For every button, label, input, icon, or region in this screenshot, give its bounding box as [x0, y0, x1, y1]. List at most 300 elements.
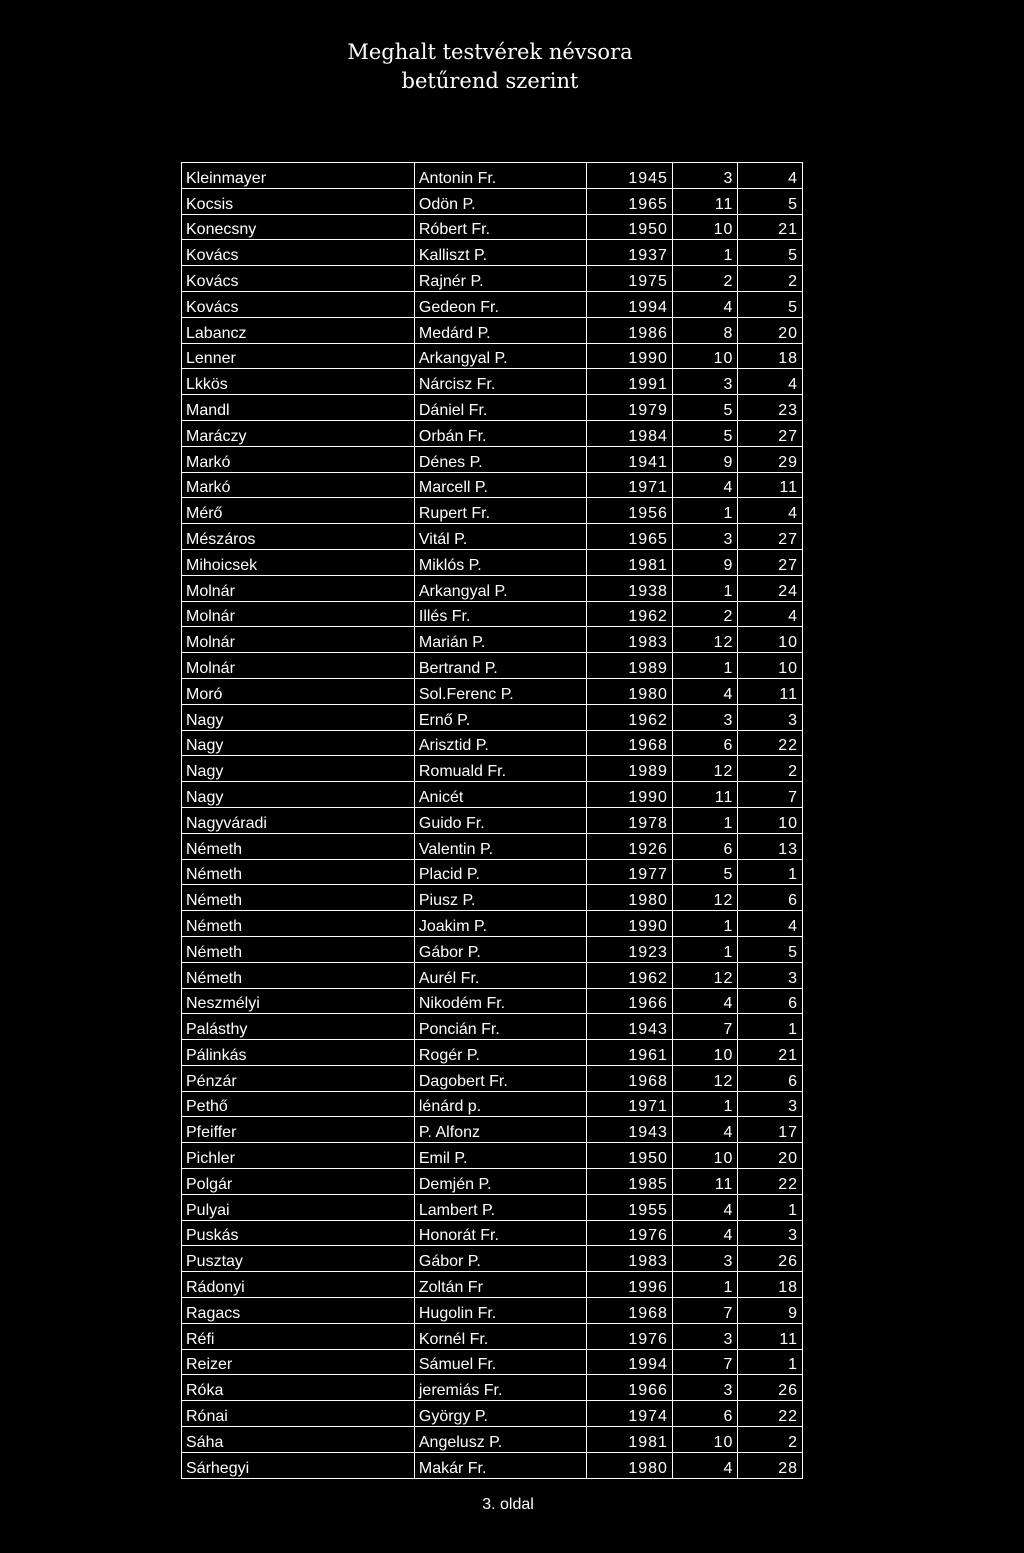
death-day-cell: 20: [738, 317, 803, 343]
given-name-cell: Dénes P.: [414, 446, 586, 472]
death-month-cell: 3: [672, 1323, 738, 1349]
death-day-cell: 10: [738, 653, 803, 679]
death-month-cell: 3: [672, 163, 738, 189]
family-name-cell: Ragacs: [182, 1298, 415, 1324]
death-day-cell: 1: [738, 1014, 803, 1040]
table-row: [182, 1091, 803, 1117]
family-name-cell: Réfi: [182, 1323, 415, 1349]
given-name-cell: Antonin Fr.: [414, 163, 586, 189]
family-name-cell: Kovács: [182, 240, 415, 266]
death-year-cell: 1996: [587, 1272, 673, 1298]
death-year-cell: 1962: [587, 601, 673, 627]
given-name-cell: Odön P.: [414, 188, 586, 214]
family-name-cell: Nagy: [182, 730, 415, 756]
family-name-cell: Sáha: [182, 1427, 415, 1453]
death-year-cell: 1968: [587, 1298, 673, 1324]
death-year-cell: 1962: [587, 962, 673, 988]
table-row: [182, 317, 803, 343]
death-year-cell: 1971: [587, 472, 673, 498]
given-name-cell: Romuald Fr.: [414, 756, 586, 782]
given-name-cell: Dániel Fr.: [414, 395, 586, 421]
death-month-cell: 3: [672, 1246, 738, 1272]
death-year-cell: 1943: [587, 1014, 673, 1040]
family-name-cell: Németh: [182, 911, 415, 937]
death-month-cell: 6: [672, 1401, 738, 1427]
given-name-cell: Gábor P.: [414, 1246, 586, 1272]
death-month-cell: 9: [672, 549, 738, 575]
death-day-cell: 4: [738, 498, 803, 524]
given-name-cell: György P.: [414, 1401, 586, 1427]
table-row: [182, 704, 803, 730]
table-row: [182, 472, 803, 498]
given-name-cell: Nikodém Fr.: [414, 988, 586, 1014]
death-day-cell: 3: [738, 962, 803, 988]
death-month-cell: 4: [672, 1117, 738, 1143]
family-name-cell: Pálinkás: [182, 1040, 415, 1066]
table-row: [182, 1452, 803, 1478]
death-day-cell: 11: [738, 472, 803, 498]
death-year-cell: 1962: [587, 704, 673, 730]
family-name-cell: Lkkös: [182, 369, 415, 395]
death-month-cell: 4: [672, 678, 738, 704]
death-day-cell: 3: [738, 1220, 803, 1246]
given-name-cell: Bertrand P.: [414, 653, 586, 679]
death-year-cell: 1983: [587, 627, 673, 653]
table-row: [182, 498, 803, 524]
table-row: [182, 962, 803, 988]
death-month-cell: 8: [672, 317, 738, 343]
death-day-cell: 4: [738, 601, 803, 627]
death-year-cell: 1994: [587, 1349, 673, 1375]
family-name-cell: Németh: [182, 859, 415, 885]
death-year-cell: 1965: [587, 188, 673, 214]
death-month-cell: 1: [672, 807, 738, 833]
table-row: [182, 1375, 803, 1401]
given-name-cell: Illés Fr.: [414, 601, 586, 627]
title-line-2: betűrend szerint: [401, 69, 579, 93]
given-name-cell: Róbert Fr.: [414, 214, 586, 240]
given-name-cell: Dagobert Fr.: [414, 1065, 586, 1091]
given-name-cell: Ernő P.: [414, 704, 586, 730]
death-month-cell: 10: [672, 343, 738, 369]
death-day-cell: 27: [738, 549, 803, 575]
given-name-cell: Rupert Fr.: [414, 498, 586, 524]
table-row: [182, 369, 803, 395]
death-day-cell: 7: [738, 782, 803, 808]
given-name-cell: Nárcisz Fr.: [414, 369, 586, 395]
family-name-cell: Molnár: [182, 575, 415, 601]
death-year-cell: 1981: [587, 1427, 673, 1453]
death-day-cell: 26: [738, 1246, 803, 1272]
given-name-cell: Sol.Ferenc P.: [414, 678, 586, 704]
death-year-cell: 1950: [587, 214, 673, 240]
death-month-cell: 10: [672, 214, 738, 240]
table-row: [182, 1040, 803, 1066]
death-month-cell: 4: [672, 472, 738, 498]
table-row: [182, 188, 803, 214]
table-row: [182, 730, 803, 756]
table-row: [182, 885, 803, 911]
table-row: [182, 575, 803, 601]
death-day-cell: 27: [738, 420, 803, 446]
death-year-cell: 1938: [587, 575, 673, 601]
given-name-cell: Anicét: [414, 782, 586, 808]
deceased-brothers-table: [181, 162, 803, 1479]
death-day-cell: 3: [738, 704, 803, 730]
death-year-cell: 1955: [587, 1194, 673, 1220]
death-month-cell: 5: [672, 420, 738, 446]
death-day-cell: 6: [738, 1065, 803, 1091]
death-month-cell: 10: [672, 1427, 738, 1453]
death-day-cell: 21: [738, 214, 803, 240]
death-year-cell: 1943: [587, 1117, 673, 1143]
family-name-cell: Puskás: [182, 1220, 415, 1246]
given-name-cell: Arisztid P.: [414, 730, 586, 756]
death-month-cell: 1: [672, 1272, 738, 1298]
given-name-cell: Guido Fr.: [414, 807, 586, 833]
table-row: [182, 240, 803, 266]
table-row: [182, 1427, 803, 1453]
death-month-cell: 9: [672, 446, 738, 472]
death-year-cell: 1980: [587, 1452, 673, 1478]
death-day-cell: 4: [738, 163, 803, 189]
death-year-cell: 1990: [587, 911, 673, 937]
death-day-cell: 28: [738, 1452, 803, 1478]
table-row: [182, 1349, 803, 1375]
table-row: [182, 859, 803, 885]
family-name-cell: Nagy: [182, 704, 415, 730]
death-day-cell: 5: [738, 291, 803, 317]
table-body: [182, 163, 803, 1479]
death-day-cell: 26: [738, 1375, 803, 1401]
death-month-cell: 12: [672, 885, 738, 911]
table-row: [182, 1117, 803, 1143]
death-day-cell: 23: [738, 395, 803, 421]
family-name-cell: Rádonyi: [182, 1272, 415, 1298]
table-row: [182, 1143, 803, 1169]
death-year-cell: 1966: [587, 1375, 673, 1401]
death-day-cell: 4: [738, 369, 803, 395]
table-row: [182, 1220, 803, 1246]
death-month-cell: 12: [672, 1065, 738, 1091]
table-row: [182, 756, 803, 782]
given-name-cell: jeremiás Fr.: [414, 1375, 586, 1401]
death-day-cell: 11: [738, 1323, 803, 1349]
death-month-cell: 12: [672, 627, 738, 653]
family-name-cell: Polgár: [182, 1169, 415, 1195]
death-day-cell: 5: [738, 188, 803, 214]
table-row: [182, 1323, 803, 1349]
family-name-cell: Kovács: [182, 291, 415, 317]
family-name-cell: Markó: [182, 472, 415, 498]
death-month-cell: 3: [672, 369, 738, 395]
family-name-cell: Róka: [182, 1375, 415, 1401]
given-name-cell: Placid P.: [414, 859, 586, 885]
given-name-cell: Emil P.: [414, 1143, 586, 1169]
death-month-cell: 11: [672, 782, 738, 808]
death-year-cell: 1977: [587, 859, 673, 885]
death-day-cell: 21: [738, 1040, 803, 1066]
title-line-1: Meghalt testvérek névsora: [347, 40, 633, 64]
given-name-cell: Aurél Fr.: [414, 962, 586, 988]
death-day-cell: 17: [738, 1117, 803, 1143]
death-year-cell: 1976: [587, 1220, 673, 1246]
death-day-cell: 1: [738, 859, 803, 885]
death-month-cell: 7: [672, 1349, 738, 1375]
death-day-cell: 18: [738, 343, 803, 369]
death-day-cell: 2: [738, 756, 803, 782]
death-day-cell: 1: [738, 1349, 803, 1375]
given-name-cell: Valentin P.: [414, 833, 586, 859]
death-year-cell: 1966: [587, 988, 673, 1014]
table-row: [182, 601, 803, 627]
table-row: [182, 833, 803, 859]
given-name-cell: Honorát Fr.: [414, 1220, 586, 1246]
given-name-cell: Gedeon Fr.: [414, 291, 586, 317]
death-month-cell: 3: [672, 524, 738, 550]
death-year-cell: 1937: [587, 240, 673, 266]
given-name-cell: Miklós P.: [414, 549, 586, 575]
given-name-cell: Angelusz P.: [414, 1427, 586, 1453]
death-month-cell: 6: [672, 730, 738, 756]
death-month-cell: 3: [672, 1375, 738, 1401]
death-month-cell: 10: [672, 1040, 738, 1066]
given-name-cell: Marcell P.: [414, 472, 586, 498]
death-month-cell: 1: [672, 911, 738, 937]
death-month-cell: 1: [672, 936, 738, 962]
given-name-cell: lénárd p.: [414, 1091, 586, 1117]
family-name-cell: Markó: [182, 446, 415, 472]
death-day-cell: 5: [738, 936, 803, 962]
given-name-cell: Joakim P.: [414, 911, 586, 937]
death-month-cell: 10: [672, 1143, 738, 1169]
table-row: [182, 446, 803, 472]
death-month-cell: 1: [672, 1091, 738, 1117]
family-name-cell: Németh: [182, 885, 415, 911]
death-month-cell: 5: [672, 395, 738, 421]
given-name-cell: Poncián Fr.: [414, 1014, 586, 1040]
family-name-cell: Rónai: [182, 1401, 415, 1427]
death-day-cell: 6: [738, 988, 803, 1014]
table-row: [182, 936, 803, 962]
given-name-cell: Makár Fr.: [414, 1452, 586, 1478]
family-name-cell: Németh: [182, 962, 415, 988]
death-month-cell: 7: [672, 1014, 738, 1040]
death-day-cell: 27: [738, 524, 803, 550]
death-year-cell: 1990: [587, 782, 673, 808]
death-month-cell: 1: [672, 240, 738, 266]
family-name-cell: Kleinmayer: [182, 163, 415, 189]
table-row: [182, 807, 803, 833]
table-row: [182, 291, 803, 317]
family-name-cell: Kocsis: [182, 188, 415, 214]
death-year-cell: 1976: [587, 1323, 673, 1349]
family-name-cell: Pulyai: [182, 1194, 415, 1220]
table-row: [182, 627, 803, 653]
table-row: [182, 1194, 803, 1220]
given-name-cell: Gábor P.: [414, 936, 586, 962]
family-name-cell: Mérő: [182, 498, 415, 524]
table-row: [182, 163, 803, 189]
death-month-cell: 6: [672, 833, 738, 859]
death-year-cell: 1979: [587, 395, 673, 421]
death-month-cell: 4: [672, 1220, 738, 1246]
family-name-cell: Kovács: [182, 266, 415, 292]
given-name-cell: Piusz P.: [414, 885, 586, 911]
death-year-cell: 1985: [587, 1169, 673, 1195]
family-name-cell: Neszmélyi: [182, 988, 415, 1014]
death-year-cell: 1989: [587, 756, 673, 782]
death-year-cell: 1983: [587, 1246, 673, 1272]
table-row: [182, 911, 803, 937]
death-day-cell: 10: [738, 627, 803, 653]
family-name-cell: Maráczy: [182, 420, 415, 446]
death-year-cell: 1994: [587, 291, 673, 317]
family-name-cell: Mészáros: [182, 524, 415, 550]
death-year-cell: 1941: [587, 446, 673, 472]
death-day-cell: 20: [738, 1143, 803, 1169]
death-year-cell: 1980: [587, 885, 673, 911]
family-name-cell: Konecsny: [182, 214, 415, 240]
table-row: [182, 1401, 803, 1427]
page-number: 3. oldal: [482, 1496, 534, 1513]
table-row: [182, 653, 803, 679]
death-year-cell: 1968: [587, 730, 673, 756]
table-row: [182, 266, 803, 292]
death-day-cell: 5: [738, 240, 803, 266]
death-month-cell: 4: [672, 1194, 738, 1220]
death-month-cell: 11: [672, 188, 738, 214]
death-day-cell: 10: [738, 807, 803, 833]
death-year-cell: 1989: [587, 653, 673, 679]
given-name-cell: Vitál P.: [414, 524, 586, 550]
death-month-cell: 5: [672, 859, 738, 885]
table-row: [182, 549, 803, 575]
death-day-cell: 4: [738, 911, 803, 937]
death-day-cell: 11: [738, 678, 803, 704]
death-month-cell: 3: [672, 704, 738, 730]
family-name-cell: Pfeiffer: [182, 1117, 415, 1143]
death-month-cell: 1: [672, 575, 738, 601]
table-row: [182, 214, 803, 240]
death-day-cell: 22: [738, 1169, 803, 1195]
table-row: [182, 1014, 803, 1040]
death-year-cell: 1945: [587, 163, 673, 189]
family-name-cell: Pethő: [182, 1091, 415, 1117]
death-year-cell: 1978: [587, 807, 673, 833]
given-name-cell: Hugolin Fr.: [414, 1298, 586, 1324]
death-day-cell: 6: [738, 885, 803, 911]
family-name-cell: Mandl: [182, 395, 415, 421]
given-name-cell: Orbán Fr.: [414, 420, 586, 446]
death-month-cell: 1: [672, 653, 738, 679]
given-name-cell: Kalliszt P.: [414, 240, 586, 266]
death-year-cell: 1990: [587, 343, 673, 369]
family-name-cell: Pénzár: [182, 1065, 415, 1091]
family-name-cell: Nagy: [182, 782, 415, 808]
given-name-cell: Zoltán Fr: [414, 1272, 586, 1298]
death-month-cell: 7: [672, 1298, 738, 1324]
death-month-cell: 4: [672, 988, 738, 1014]
given-name-cell: Sámuel Fr.: [414, 1349, 586, 1375]
death-month-cell: 2: [672, 601, 738, 627]
family-name-cell: Nagyváradi: [182, 807, 415, 833]
death-year-cell: 1923: [587, 936, 673, 962]
given-name-cell: P. Alfonz: [414, 1117, 586, 1143]
death-day-cell: 2: [738, 1427, 803, 1453]
table-row: [182, 420, 803, 446]
page-title: [0, 38, 980, 96]
family-name-cell: Németh: [182, 936, 415, 962]
death-year-cell: 1968: [587, 1065, 673, 1091]
family-name-cell: Reizer: [182, 1349, 415, 1375]
family-name-cell: Pichler: [182, 1143, 415, 1169]
death-year-cell: 1926: [587, 833, 673, 859]
death-year-cell: 1974: [587, 1401, 673, 1427]
death-year-cell: 1975: [587, 266, 673, 292]
death-month-cell: 11: [672, 1169, 738, 1195]
given-name-cell: Rajnér P.: [414, 266, 586, 292]
death-month-cell: 4: [672, 1452, 738, 1478]
given-name-cell: Arkangyal P.: [414, 575, 586, 601]
table-row: [182, 1169, 803, 1195]
table-row: [182, 395, 803, 421]
table-row: [182, 524, 803, 550]
death-year-cell: 1950: [587, 1143, 673, 1169]
death-day-cell: 3: [738, 1091, 803, 1117]
death-year-cell: 1980: [587, 678, 673, 704]
given-name-cell: Medárd P.: [414, 317, 586, 343]
death-year-cell: 1986: [587, 317, 673, 343]
family-name-cell: Mihoicsek: [182, 549, 415, 575]
family-name-cell: Labancz: [182, 317, 415, 343]
family-name-cell: Sárhegyi: [182, 1452, 415, 1478]
given-name-cell: Kornél Fr.: [414, 1323, 586, 1349]
given-name-cell: Arkangyal P.: [414, 343, 586, 369]
table-row: [182, 988, 803, 1014]
death-day-cell: 18: [738, 1272, 803, 1298]
death-day-cell: 24: [738, 575, 803, 601]
death-year-cell: 1984: [587, 420, 673, 446]
death-day-cell: 1: [738, 1194, 803, 1220]
death-month-cell: 12: [672, 962, 738, 988]
family-name-cell: Pusztay: [182, 1246, 415, 1272]
death-year-cell: 1961: [587, 1040, 673, 1066]
death-day-cell: 29: [738, 446, 803, 472]
given-name-cell: Lambert P.: [414, 1194, 586, 1220]
family-name-cell: Molnár: [182, 601, 415, 627]
table-row: [182, 1298, 803, 1324]
death-year-cell: 1971: [587, 1091, 673, 1117]
death-month-cell: 12: [672, 756, 738, 782]
given-name-cell: Demjén P.: [414, 1169, 586, 1195]
table-row: [182, 678, 803, 704]
table-row: [182, 343, 803, 369]
death-year-cell: 1965: [587, 524, 673, 550]
death-year-cell: 1991: [587, 369, 673, 395]
table-row: [182, 1272, 803, 1298]
death-day-cell: 2: [738, 266, 803, 292]
death-year-cell: 1956: [587, 498, 673, 524]
death-month-cell: 1: [672, 498, 738, 524]
family-name-cell: Palásthy: [182, 1014, 415, 1040]
family-name-cell: Nagy: [182, 756, 415, 782]
family-name-cell: Molnár: [182, 653, 415, 679]
family-name-cell: Moró: [182, 678, 415, 704]
death-day-cell: 9: [738, 1298, 803, 1324]
death-day-cell: 13: [738, 833, 803, 859]
table-row: [182, 782, 803, 808]
